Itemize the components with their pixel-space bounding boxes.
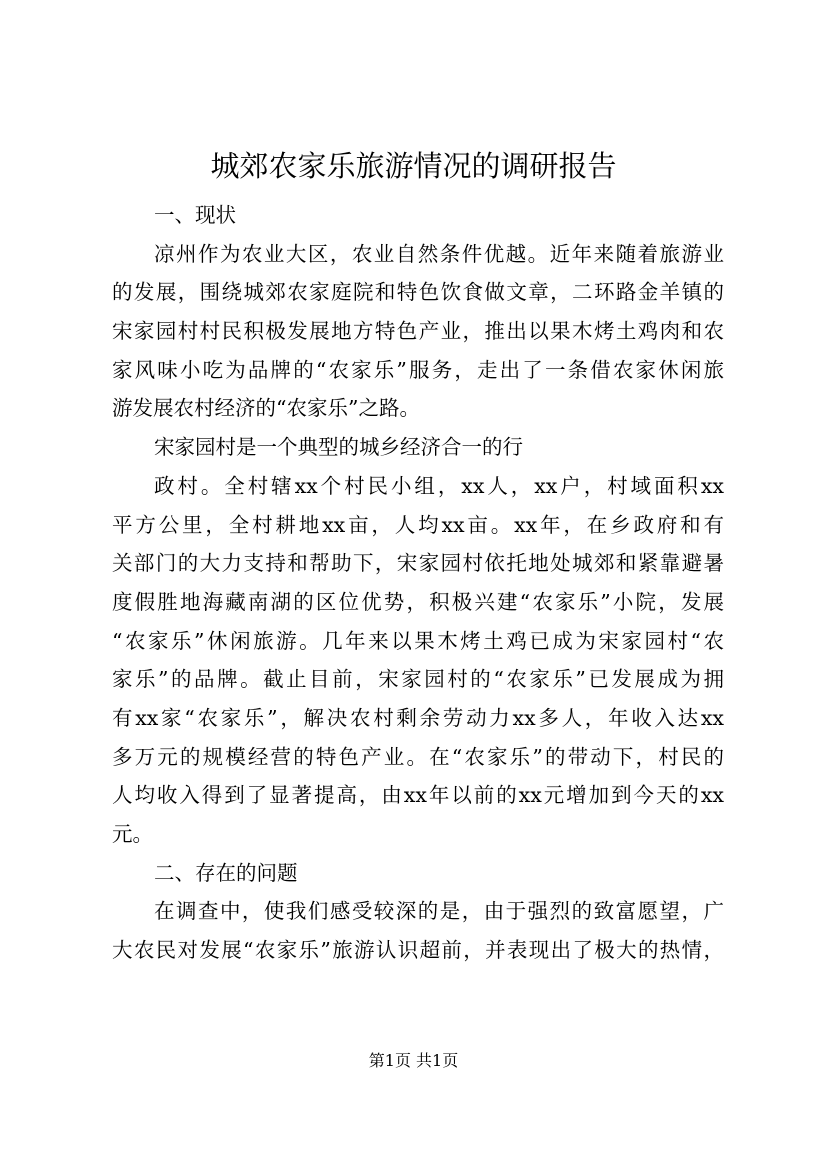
text-line: 多万元的规模经营的特色产业。在“农家乐”的带动下，村民的 bbox=[112, 744, 724, 769]
text-line: 政村。全村辖xx个村民小组，xx人，xx户，村域面积xx bbox=[154, 473, 724, 498]
text-line: “农家乐”休闲旅游。几年来以果木烤土鸡已成为宋家园村“农 bbox=[112, 628, 724, 653]
text-line: 一、现状 bbox=[154, 203, 236, 227]
text-line: 家风味小吃为品牌的“农家乐”服务，走出了一条借农家休闲旅 bbox=[112, 357, 724, 382]
text-line: 游发展农村经济的“农家乐”之路。 bbox=[112, 396, 420, 421]
document-title: 城郊农家乐旅游情况的调研报告 bbox=[210, 149, 617, 183]
text-line: 平方公里，全村耕地xx亩，人均xx亩。xx年，在乡政府和有 bbox=[112, 512, 724, 537]
text-line: 二、存在的问题 bbox=[154, 860, 298, 885]
text-line: 宋家园村村民积极发展地方特色产业，推出以果木烤土鸡肉和农 bbox=[112, 319, 724, 344]
text-line: 有xx家“农家乐”，解决农村剩余劳动力xx多人，年收入达xx bbox=[112, 705, 724, 730]
text-line: 家乐”的品牌。截止目前，宋家园村的“农家乐”已发展成为拥 bbox=[112, 667, 724, 692]
text-line: 的发展，围绕城郊农家庭院和特色饮食做文章，二环路金羊镇的 bbox=[112, 280, 724, 305]
text-line: 大农民对发展“农家乐”旅游认识超前，并表现出了极大的热情， bbox=[112, 938, 724, 963]
document-body bbox=[112, 196, 724, 970]
text-line: 宋家园村是一个典型的城乡经济合一的行 bbox=[154, 435, 523, 460]
page-footer: 第1页 共1页 bbox=[368, 1051, 459, 1070]
text-line: 凉州作为农业大区，农业自然条件优越。近年来随着旅游业 bbox=[154, 241, 724, 266]
text-line: 关部门的大力支持和帮助下，宋家园村依托地处城郊和紧靠避暑 bbox=[112, 551, 724, 576]
text-line: 度假胜地海藏南湖的区位优势，积极兴建“农家乐”小院，发展 bbox=[112, 589, 724, 614]
text-line: 人均收入得到了显著提高，由xx年以前的xx元增加到今天的xx bbox=[112, 783, 724, 808]
text-line: 在调查中，使我们感受较深的是，由于强烈的致富愿望，广 bbox=[154, 899, 724, 924]
text-line: 元。 bbox=[112, 822, 153, 846]
